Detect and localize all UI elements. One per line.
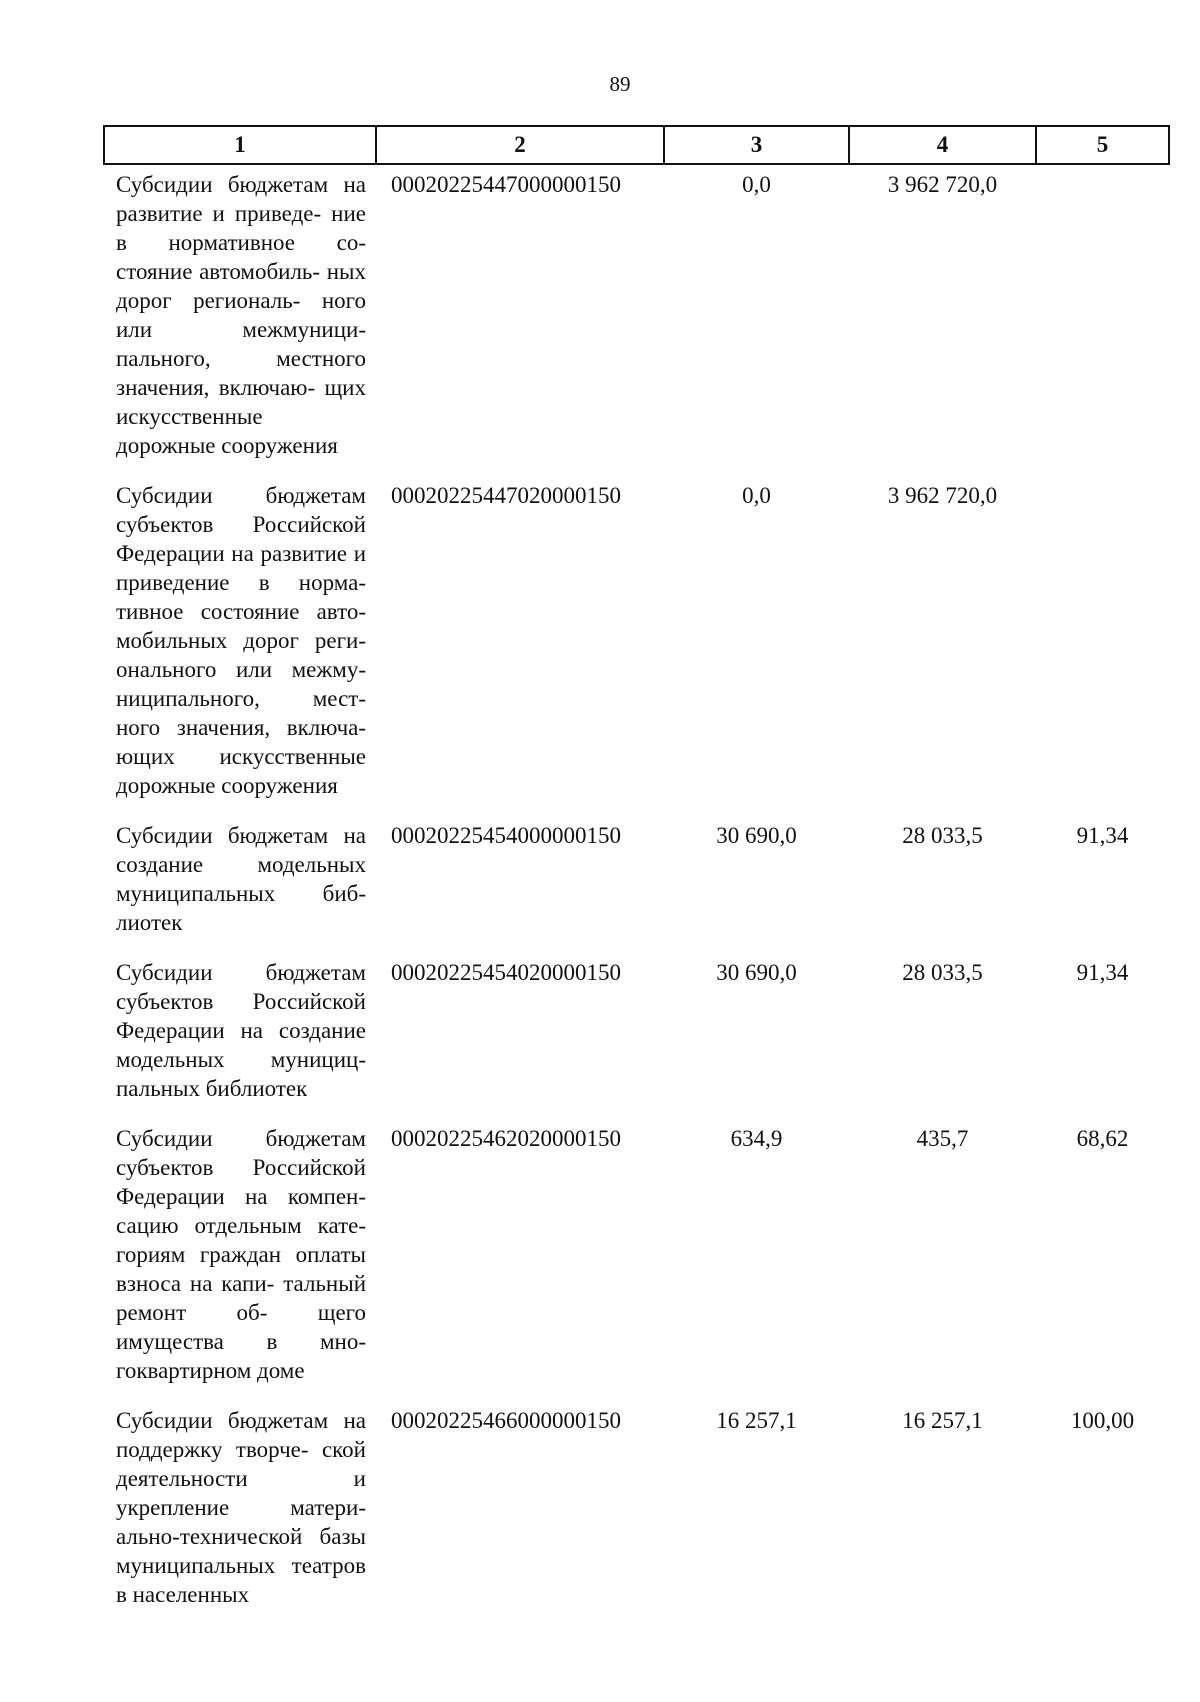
row-code: 00020225454020000150 xyxy=(391,960,621,985)
description-line: ниципального, мест- xyxy=(116,686,366,711)
description-line: гоквартирном доме xyxy=(116,1358,305,1383)
row-col-4: 3 962 720,0 xyxy=(887,172,998,197)
description-line: субъектов Российской xyxy=(116,989,366,1014)
description-line: субъектов Российской xyxy=(116,1155,366,1180)
description-line: Субсидии бюджетам xyxy=(116,960,366,985)
table-body xyxy=(104,164,1169,1609)
description-line: оплаты взноса на капи- xyxy=(116,1242,366,1296)
description-line: сацию отдельным кате- xyxy=(116,1213,366,1238)
row-code: 00020225462020000150 xyxy=(391,1126,621,1151)
row-col-5 xyxy=(1036,164,1169,476)
description-line: щих искусственные xyxy=(116,375,366,429)
description-line: муниципальных биб- xyxy=(116,881,366,906)
description-line: базы муниципальных xyxy=(116,1524,366,1578)
description-line: Федерации на создание xyxy=(116,1018,366,1043)
row-description xyxy=(104,164,376,476)
row-description xyxy=(104,953,376,1119)
row-col-5: 91,34 xyxy=(1076,823,1129,848)
table-row xyxy=(104,953,1169,1119)
description-line: модельных мунициц- xyxy=(116,1047,366,1072)
description-line: тальный ремонт об- xyxy=(116,1271,366,1325)
description-line: мобильных дорог реги- xyxy=(116,628,366,653)
description-line: ного значения, включа- xyxy=(116,715,366,740)
header-col-5: 5 xyxy=(1036,126,1169,164)
description-line: гориям граждан xyxy=(116,1242,282,1267)
description-line: лиотек xyxy=(116,910,183,935)
description-line: ющих искусственные xyxy=(116,744,366,769)
row-col-4: 28 033,5 xyxy=(902,960,983,985)
row-code: 00020225447000000150 xyxy=(391,172,621,197)
description-line: значения, включаю- xyxy=(116,375,316,400)
description-line: ской деятельности и xyxy=(116,1437,366,1491)
table-row xyxy=(104,816,1169,953)
table-row xyxy=(104,1401,1169,1609)
description-line: ально-технической xyxy=(116,1524,303,1549)
description-line: тивное состояние авто- xyxy=(116,599,366,624)
description-line: ных дорог региональ- xyxy=(116,259,366,313)
row-col-4: 16 257,1 xyxy=(902,1408,983,1433)
row-description xyxy=(104,476,376,816)
row-col-4: 3 962 720,0 xyxy=(887,483,998,508)
row-col-5 xyxy=(1036,476,1169,816)
description-line: пального, местного xyxy=(116,346,366,371)
header-col-4: 4 xyxy=(849,126,1036,164)
description-line: Субсидии бюджетам xyxy=(116,823,329,848)
description-line: дорожные сооружения xyxy=(116,773,338,798)
description-line: пальных библиотек xyxy=(116,1076,308,1101)
row-col-3: 16 257,1 xyxy=(716,1408,797,1433)
table-header xyxy=(104,126,1169,164)
description-line: Субсидии бюджетам xyxy=(116,1126,366,1151)
description-line: стояние автомобиль- xyxy=(116,259,321,284)
row-col-3: 30 690,0 xyxy=(716,960,797,985)
description-line: на создание модельных xyxy=(116,823,366,877)
header-col-2: 2 xyxy=(376,126,664,164)
row-description xyxy=(104,1401,376,1609)
description-line: дорожные сооружения xyxy=(116,433,338,458)
row-col-5: 100,00 xyxy=(1070,1408,1135,1433)
description-line: ние в нормативное со- xyxy=(116,201,366,255)
description-line: Субсидии бюджетам xyxy=(116,172,329,197)
row-col-5: 91,34 xyxy=(1076,960,1129,985)
description-line: театров в населенных xyxy=(116,1553,366,1607)
description-line: ного или межмуници- xyxy=(116,288,367,342)
table-row xyxy=(104,476,1169,816)
row-col-3: 634,9 xyxy=(730,1126,783,1151)
budget-table xyxy=(103,125,1170,1609)
row-code: 00020225447020000150 xyxy=(391,483,621,508)
row-col-3: 0,0 xyxy=(742,483,771,508)
row-description xyxy=(104,1119,376,1401)
row-col-3: 30 690,0 xyxy=(716,823,797,848)
table-row xyxy=(104,1119,1169,1401)
row-col-4: 28 033,5 xyxy=(902,823,983,848)
description-line: Субсидии бюджетам xyxy=(116,483,366,508)
row-col-5: 68,62 xyxy=(1076,1126,1129,1151)
description-line: Федерации на компен- xyxy=(116,1184,366,1209)
description-line: онального или межму- xyxy=(116,657,366,682)
table-row xyxy=(104,164,1169,476)
description-line: Федерации на развитие xyxy=(116,541,348,566)
row-col-3: 0,0 xyxy=(742,172,771,197)
row-code: 00020225466000000150 xyxy=(391,1408,621,1433)
row-col-4: 435,7 xyxy=(916,1126,969,1151)
description-line: укрепление матери- xyxy=(116,1495,366,1520)
page-number: 89 xyxy=(609,72,631,96)
description-line: щего имущества в мно- xyxy=(116,1300,367,1354)
description-line: на развитие и приведе- xyxy=(116,172,366,226)
description-line: на поддержку творче- xyxy=(116,1408,366,1462)
description-line: Субсидии бюджетам xyxy=(116,1408,329,1433)
header-col-3: 3 xyxy=(664,126,849,164)
description-line: субъектов Российской xyxy=(116,512,366,537)
header-col-1: 1 xyxy=(104,126,376,164)
row-code: 00020225454000000150 xyxy=(391,823,621,848)
description-line: и приведение в норма- xyxy=(116,541,366,595)
row-description xyxy=(104,816,376,953)
